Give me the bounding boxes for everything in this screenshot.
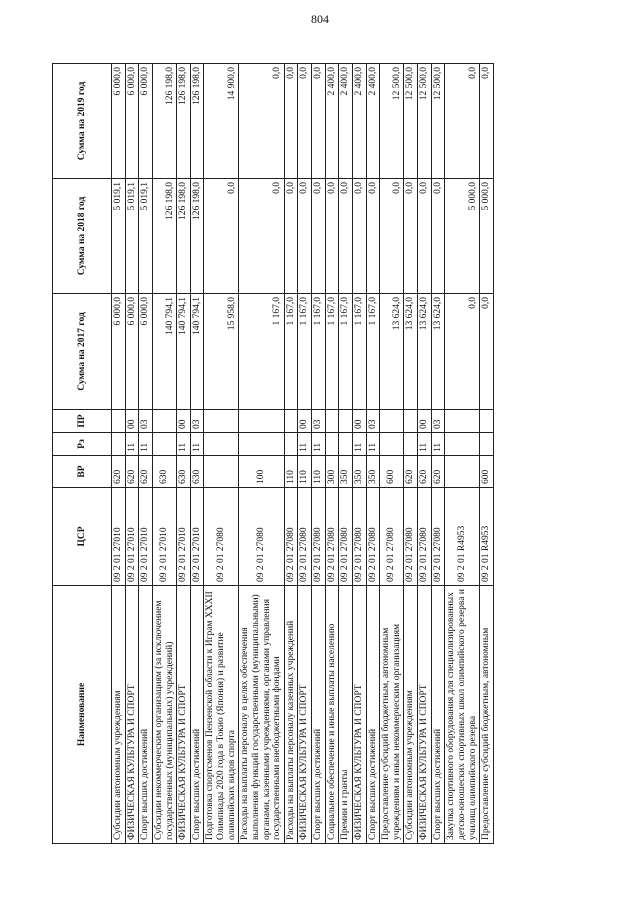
cell-csr: 09 2 01 27080 (431, 488, 445, 586)
cell-vr: 350 (366, 456, 380, 488)
cell-sum-2019: 0,0 (298, 64, 312, 179)
cell-rz: 11 (431, 433, 445, 456)
cell-vr: 620 (125, 456, 139, 488)
cell-pr (152, 410, 176, 433)
cell-sum-2017: 1 167,0 (239, 294, 285, 410)
table-row (139, 64, 153, 844)
cell-csr: 09 2 01 27010 (152, 488, 176, 586)
table-row (239, 64, 285, 844)
cell-csr: 09 2 01 R4953 (445, 488, 480, 586)
cell-vr: 630 (152, 456, 176, 488)
cell-sum-2018: 0,0 (366, 179, 380, 294)
budget-table (52, 63, 494, 844)
header-sum-2018: Сумма на 2018 год (53, 179, 112, 294)
table-row (284, 64, 298, 844)
cell-sum-2018: 0,0 (312, 179, 326, 294)
table-header-row (53, 64, 112, 844)
cell-sum-2017: 15 958,0 (204, 294, 239, 410)
cell-vr: 100 (239, 456, 285, 488)
cell-sum-2018: 0,0 (431, 179, 445, 294)
table-row (298, 64, 312, 844)
cell-csr: 09 2 01 27080 (404, 488, 418, 586)
cell-name: ФИЗИЧЕСКАЯ КУЛЬТУРА И СПОРТ (125, 586, 139, 844)
cell-sum-2019: 0,0 (445, 64, 480, 179)
cell-sum-2018: 5 019,1 (139, 179, 153, 294)
cell-csr: 09 2 01 27010 (125, 488, 139, 586)
header-name: Наименование (53, 586, 112, 844)
cell-csr: 09 2 01 27010 (112, 488, 126, 586)
table-row (431, 64, 445, 844)
header-sum-2019: Сумма на 2019 год (53, 64, 112, 179)
cell-name: ФИЗИЧЕСКАЯ КУЛЬТУРА И СПОРТ (177, 586, 191, 844)
cell-sum-2018: 126 198,0 (177, 179, 191, 294)
table-row (380, 64, 404, 844)
table-row (418, 64, 432, 844)
cell-sum-2017: 6 000,0 (112, 294, 126, 410)
cell-vr: 620 (139, 456, 153, 488)
cell-sum-2017: 1 167,0 (312, 294, 326, 410)
rotated-table-wrapper (52, 64, 564, 844)
cell-sum-2018: 0,0 (380, 179, 404, 294)
cell-sum-2019: 126 198,0 (152, 64, 176, 179)
cell-pr (204, 410, 239, 433)
cell-csr: 09 2 01 27080 (418, 488, 432, 586)
header-vr: ВР (53, 456, 112, 488)
cell-name: Премии и гранты (339, 586, 353, 844)
cell-vr: 620 (404, 456, 418, 488)
cell-sum-2017: 1 167,0 (325, 294, 339, 410)
cell-name: Субсидии автономным учреждениям (404, 586, 418, 844)
cell-name: Спорт высших достижений (366, 586, 380, 844)
table-row (125, 64, 139, 844)
cell-pr: 03 (431, 410, 445, 433)
cell-rz (204, 433, 239, 456)
cell-csr: 09 2 01 27080 (339, 488, 353, 586)
table-row (325, 64, 339, 844)
cell-sum-2017: 13 624,0 (380, 294, 404, 410)
cell-sum-2019: 2 400,0 (325, 64, 339, 179)
cell-csr: 09 2 01 27080 (239, 488, 285, 586)
cell-sum-2019: 2 400,0 (366, 64, 380, 179)
cell-pr (325, 410, 339, 433)
cell-sum-2017: 140 794,1 (152, 294, 176, 410)
table-row (312, 64, 326, 844)
cell-pr: 00 (125, 410, 139, 433)
cell-pr: 03 (139, 410, 153, 433)
cell-csr: 09 2 01 27010 (190, 488, 204, 586)
cell-pr: 03 (312, 410, 326, 433)
cell-rz: 11 (298, 433, 312, 456)
cell-rz: 11 (352, 433, 366, 456)
cell-pr (112, 410, 126, 433)
cell-vr: 620 (418, 456, 432, 488)
cell-sum-2019: 14 900,0 (204, 64, 239, 179)
cell-pr: 00 (352, 410, 366, 433)
cell-name: Спорт высших достижений (431, 586, 445, 844)
table-row (152, 64, 176, 844)
cell-sum-2018: 0,0 (284, 179, 298, 294)
cell-sum-2017: 1 167,0 (352, 294, 366, 410)
cell-pr: 03 (366, 410, 380, 433)
cell-csr: 09 2 01 27080 (298, 488, 312, 586)
cell-sum-2019: 6 000,0 (139, 64, 153, 179)
table-body (112, 64, 494, 844)
cell-csr: 09 2 01 27080 (366, 488, 380, 586)
cell-sum-2019: 126 198,0 (177, 64, 191, 179)
cell-pr (445, 410, 480, 433)
cell-rz: 11 (139, 433, 153, 456)
cell-rz (239, 433, 285, 456)
cell-sum-2018: 5 000,0 (445, 179, 480, 294)
cell-name: ФИЗИЧЕСКАЯ КУЛЬТУРА И СПОРТ (352, 586, 366, 844)
cell-csr: 09 2 01 27080 (352, 488, 366, 586)
cell-rz: 11 (177, 433, 191, 456)
cell-sum-2017: 140 794,1 (177, 294, 191, 410)
cell-sum-2019: 2 400,0 (339, 64, 353, 179)
cell-name: Социальное обеспечение и иные выплаты населению (325, 586, 339, 844)
cell-name: Спорт высших достижений (312, 586, 326, 844)
cell-sum-2017: 1 167,0 (284, 294, 298, 410)
cell-sum-2018: 0,0 (239, 179, 285, 294)
cell-sum-2018: 5 019,1 (112, 179, 126, 294)
cell-name: Расходы на выплаты персоналу казенных учреждений (284, 586, 298, 844)
cell-rz: 11 (418, 433, 432, 456)
cell-name: ФИЗИЧЕСКАЯ КУЛЬТУРА И СПОРТ (418, 586, 432, 844)
cell-sum-2017: 0,0 (445, 294, 480, 410)
cell-rz (339, 433, 353, 456)
cell-sum-2019: 2 400,0 (352, 64, 366, 179)
cell-sum-2018: 0,0 (298, 179, 312, 294)
cell-name: Расходы на выплаты персоналу в целях обеспечения выполнения функций государственными (муниципальными) органами, казенными учреждениями, органами управления государственными внебюджетными фондами (239, 586, 285, 844)
table-row (480, 64, 494, 844)
cell-sum-2017: 13 624,0 (431, 294, 445, 410)
cell-sum-2017: 140 794,1 (190, 294, 204, 410)
cell-sum-2018: 0,0 (352, 179, 366, 294)
cell-sum-2019: 0,0 (312, 64, 326, 179)
cell-name: Субсидии некоммерческим организациям (за исключением государственных (муниципальных) учреждений) (152, 586, 176, 844)
cell-vr: 350 (339, 456, 353, 488)
cell-vr: 350 (352, 456, 366, 488)
table-row (445, 64, 480, 844)
cell-csr: 09 2 01 27080 (325, 488, 339, 586)
cell-sum-2019: 6 000,0 (125, 64, 139, 179)
cell-sum-2018: 126 198,0 (152, 179, 176, 294)
cell-sum-2018: 0,0 (404, 179, 418, 294)
table-row (339, 64, 353, 844)
cell-sum-2019: 0,0 (480, 64, 494, 179)
cell-sum-2019: 12 500,0 (380, 64, 404, 179)
cell-rz (445, 433, 480, 456)
cell-name: Предоставление субсидий бюджетным, автономным учреждениям и иным некоммерческим организациям (380, 586, 404, 844)
cell-sum-2019: 12 500,0 (431, 64, 445, 179)
cell-pr (284, 410, 298, 433)
cell-rz (480, 433, 494, 456)
cell-rz (112, 433, 126, 456)
table-row (177, 64, 191, 844)
cell-sum-2017: 6 000,0 (139, 294, 153, 410)
cell-rz (152, 433, 176, 456)
cell-rz (404, 433, 418, 456)
cell-pr: 03 (190, 410, 204, 433)
cell-sum-2018: 0,0 (418, 179, 432, 294)
cell-csr: 09 2 01 27010 (139, 488, 153, 586)
cell-vr: 620 (112, 456, 126, 488)
header-sum-2017: Сумма на 2017 год (53, 294, 112, 410)
cell-vr: 600 (480, 456, 494, 488)
cell-csr: 09 2 01 27080 (312, 488, 326, 586)
cell-vr (445, 456, 480, 488)
cell-csr: 09 2 01 27010 (177, 488, 191, 586)
header-csr: ЦСР (53, 488, 112, 586)
cell-rz (284, 433, 298, 456)
cell-sum-2018: 0,0 (339, 179, 353, 294)
cell-vr: 110 (284, 456, 298, 488)
cell-sum-2017: 6 000,0 (125, 294, 139, 410)
cell-name: ФИЗИЧЕСКАЯ КУЛЬТУРА И СПОРТ (298, 586, 312, 844)
cell-name: Закупка спортивного оборудования для специализированных детско-юношеских спортивных школ олимпийского резерва и училищ олимпийского резерва (445, 586, 480, 844)
cell-csr: 09 2 01 R4953 (480, 488, 494, 586)
cell-sum-2017: 13 624,0 (418, 294, 432, 410)
cell-rz (380, 433, 404, 456)
cell-vr: 630 (190, 456, 204, 488)
cell-sum-2018: 5 019,1 (125, 179, 139, 294)
cell-sum-2018: 126 198,0 (190, 179, 204, 294)
cell-pr (380, 410, 404, 433)
cell-name: Субсидии автономным учреждениям (112, 586, 126, 844)
cell-rz: 11 (125, 433, 139, 456)
page-number: 804 (311, 12, 329, 26)
cell-sum-2019: 126 198,0 (190, 64, 204, 179)
cell-pr: 00 (298, 410, 312, 433)
cell-sum-2017: 1 167,0 (339, 294, 353, 410)
table-row (352, 64, 366, 844)
cell-vr: 630 (177, 456, 191, 488)
table-row (190, 64, 204, 844)
cell-pr (339, 410, 353, 433)
cell-vr (204, 456, 239, 488)
cell-csr: 09 2 01 27080 (284, 488, 298, 586)
cell-sum-2019: 6 000,0 (112, 64, 126, 179)
cell-sum-2019: 12 500,0 (404, 64, 418, 179)
cell-name: Спорт высших достижений (139, 586, 153, 844)
cell-rz: 11 (366, 433, 380, 456)
cell-sum-2017: 0,0 (480, 294, 494, 410)
table-row (204, 64, 239, 844)
cell-pr (404, 410, 418, 433)
cell-pr: 00 (177, 410, 191, 433)
table-row (112, 64, 126, 844)
cell-vr: 600 (380, 456, 404, 488)
cell-vr: 300 (325, 456, 339, 488)
cell-sum-2019: 12 500,0 (418, 64, 432, 179)
cell-sum-2018: 0,0 (325, 179, 339, 294)
cell-name: Подготовка спортсменов Пензенской области к Играм XXXII Олимпиады 2020 года в Токио (Япония) и развитие олимпийских видов спорта (204, 586, 239, 844)
cell-sum-2018: 0,0 (204, 179, 239, 294)
cell-vr: 620 (431, 456, 445, 488)
cell-csr: 09 2 01 27080 (204, 488, 239, 586)
cell-rz (325, 433, 339, 456)
cell-vr: 110 (312, 456, 326, 488)
cell-pr (239, 410, 285, 433)
header-pr: ПР (53, 410, 112, 433)
cell-rz: 11 (190, 433, 204, 456)
cell-csr: 09 2 01 27080 (380, 488, 404, 586)
table-row (366, 64, 380, 844)
cell-rz: 11 (312, 433, 326, 456)
cell-name: Спорт высших достижений (190, 586, 204, 844)
cell-sum-2017: 1 167,0 (298, 294, 312, 410)
cell-pr (480, 410, 494, 433)
cell-name: Предоставление субсидий бюджетным, автономным (480, 586, 494, 844)
cell-pr: 00 (418, 410, 432, 433)
cell-sum-2018: 5 000,0 (480, 179, 494, 294)
header-rz: Рз (53, 433, 112, 456)
cell-vr: 110 (298, 456, 312, 488)
table-row (404, 64, 418, 844)
cell-sum-2019: 0,0 (239, 64, 285, 179)
cell-sum-2017: 1 167,0 (366, 294, 380, 410)
cell-sum-2017: 13 624,0 (404, 294, 418, 410)
cell-sum-2019: 0,0 (284, 64, 298, 179)
